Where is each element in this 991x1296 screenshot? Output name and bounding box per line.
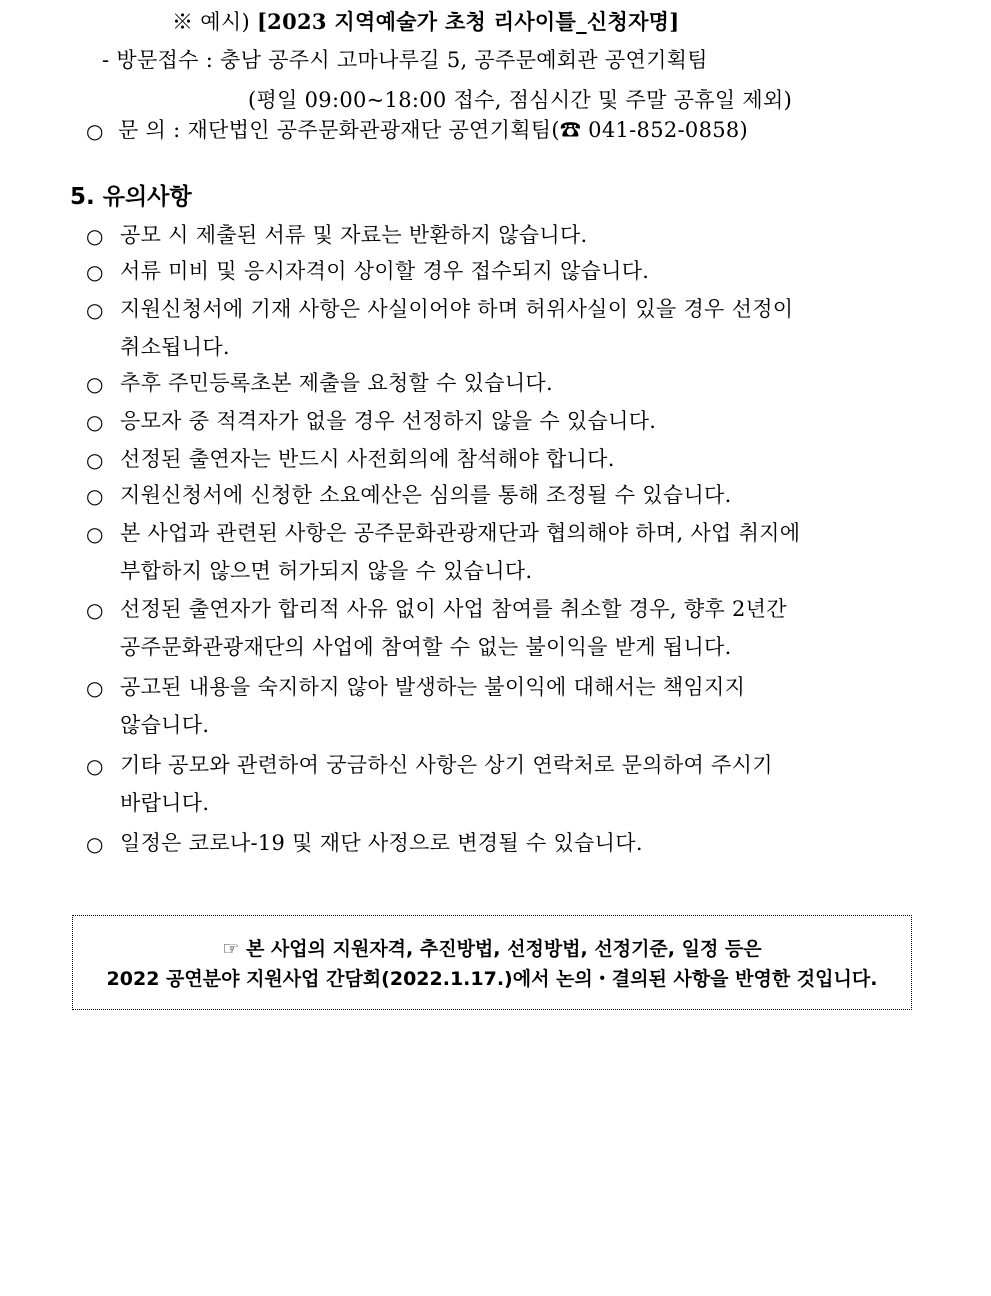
notice-box (72, 915, 912, 1010)
inquiry-bullet: ○ (86, 119, 104, 143)
bullet: ○ (86, 522, 104, 546)
list-item-text-continued: 공주문화관광재단의 사업에 참여할 수 없는 불이익을 받게 됩니다. (120, 635, 732, 659)
list-item-text-continued: 취소됩니다. (120, 335, 230, 359)
list-item-text: 기타 공모와 관련하여 궁금하신 사항은 상기 연락처로 문의하여 주시기 (120, 753, 773, 777)
visit-hours: (평일 09:00~18:00 접수, 점심시간 및 주말 공휴일 제외) (248, 88, 793, 112)
section-title: 5. 유의사항 (70, 184, 192, 210)
bullet: ○ (86, 372, 104, 396)
bullet: ○ (86, 484, 104, 508)
list-item-text-continued: 부합하지 않으면 허가되지 않을 수 있습니다. (120, 559, 533, 583)
notice-line-2: 2022 공연분야 지원사업 간담회(2022.1.17.)에서 논의・결의된 사항을 반영한 것입니다. (106, 968, 878, 990)
bullet: ○ (86, 754, 104, 778)
bullet: ○ (86, 224, 104, 248)
notice-line-1: ☞ 본 사업의 지원자격, 추진방법, 선정방법, 선정기준, 일정 등은 (222, 938, 762, 960)
list-item-text: 응모자 중 적격자가 없을 경우 선정하지 않을 수 있습니다. (120, 409, 657, 433)
list-item-text: 선정된 출연자가 합리적 사유 없이 사업 참여를 취소할 경우, 향후 2년간 (120, 597, 787, 621)
list-item-text-continued: 않습니다. (120, 713, 210, 737)
bullet: ○ (86, 260, 104, 284)
list-item-text: 추후 주민등록초본 제출을 요청할 수 있습니다. (120, 371, 553, 395)
example-line (172, 8, 679, 36)
list-item-text: 본 사업과 관련된 사항은 공주문화관광재단과 협의해야 하며, 사업 취지에 (120, 521, 801, 545)
list-item-text: 공모 시 제출된 서류 및 자료는 반환하지 않습니다. (120, 223, 588, 247)
example-prefix: ※ 예시) (172, 10, 250, 34)
list-item-text: 선정된 출연자는 반드시 사전회의에 참석해야 합니다. (120, 447, 615, 471)
inquiry-contact: 문 의 : 재단법인 공주문화관광재단 공연기획팀(☎ 041-852-0858) (118, 118, 749, 142)
list-item-text: 공고된 내용을 숙지하지 않아 발생하는 불이익에 대해서는 책임지지 (120, 675, 746, 699)
bullet: ○ (86, 676, 104, 700)
list-item-text-continued: 바랍니다. (120, 791, 210, 815)
bullet: ○ (86, 448, 104, 472)
example-title: [2023 지역예술가 초청 리사이틀_신청자명] (256, 9, 680, 34)
bullet: ○ (86, 410, 104, 434)
visit-address: - 방문접수 : 충남 공주시 고마나루길 5, 공주문예회관 공연기획팀 (102, 48, 708, 72)
list-item-text: 일정은 코로나-19 및 재단 사정으로 변경될 수 있습니다. (120, 831, 643, 855)
list-item-text: 지원신청서에 신청한 소요예산은 심의를 통해 조정될 수 있습니다. (120, 483, 732, 507)
bullet: ○ (86, 832, 104, 856)
list-item-text: 지원신청서에 기재 사항은 사실이어야 하며 허위사실이 있을 경우 선정이 (120, 297, 794, 321)
bullet: ○ (86, 298, 104, 322)
list-item-text: 서류 미비 및 응시자격이 상이할 경우 접수되지 않습니다. (120, 259, 650, 283)
bullet: ○ (86, 598, 104, 622)
